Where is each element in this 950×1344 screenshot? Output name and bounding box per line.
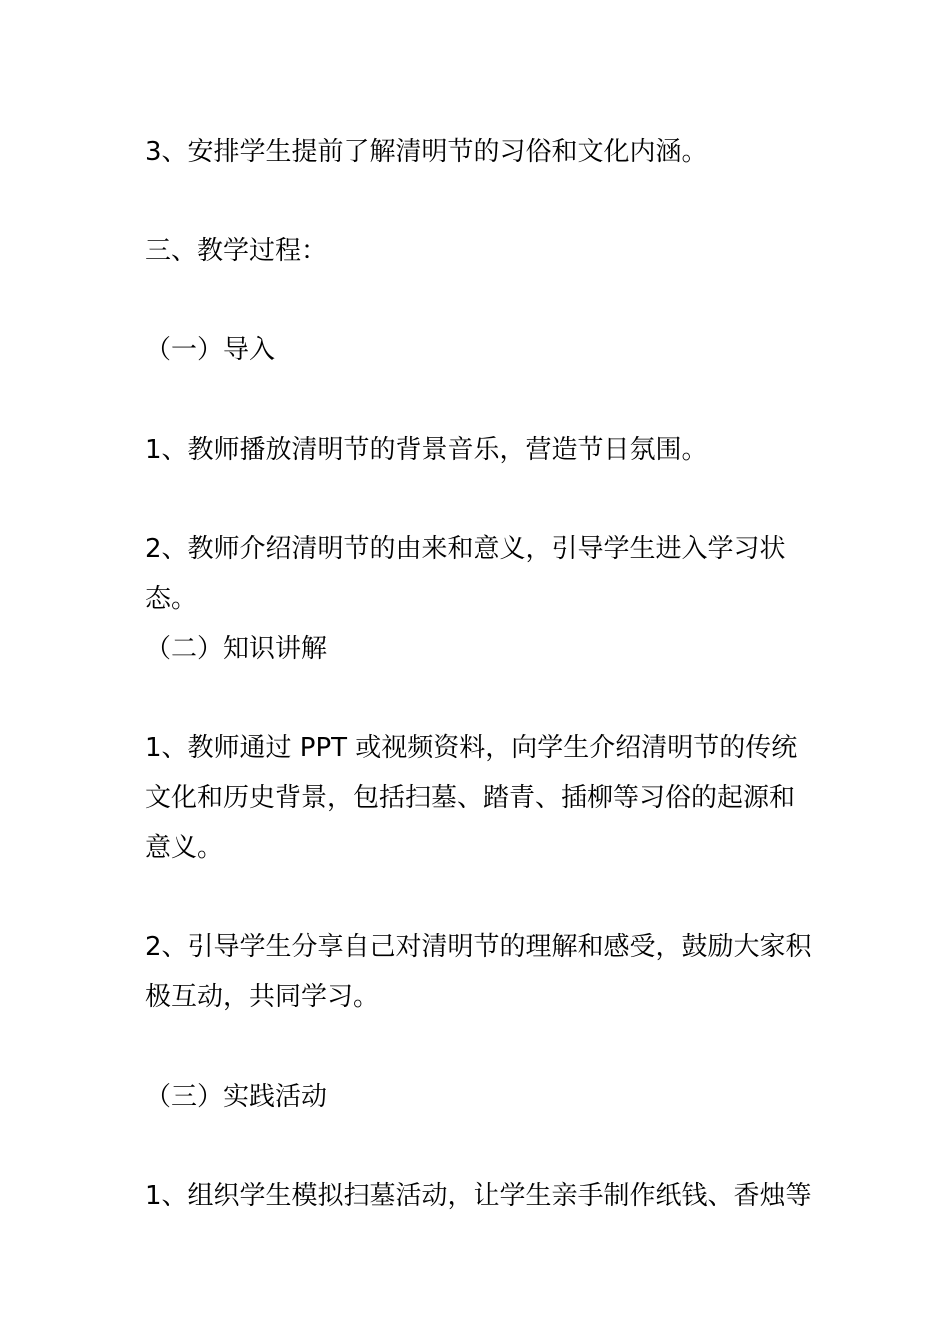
paragraph-practice-item-1: 1、组织学生模拟扫墓活动，让学生亲手制作纸钱、香烛等 (145, 1181, 812, 1211)
paragraph-knowledge-item-2: 2、引导学生分享自己对清明节的理解和感受，鼓励大家积极互动，共同学习。 (145, 932, 812, 1012)
paragraph-introduction-item-1: 1、教师播放清明节的背景音乐，营造节日氛围。 (145, 435, 708, 465)
paragraph-preparation-item-3: 3、安排学生提前了解清明节的习俗和文化内涵。 (145, 137, 708, 167)
subsection-heading-knowledge: （二）知识讲解 (145, 634, 328, 664)
subsection-heading-introduction: （一）导入 (145, 335, 276, 365)
paragraph-introduction-item-2: 2、教师介绍清明节的由来和意义，引导学生进入学习状态。 (145, 534, 786, 614)
subsection-heading-practice: （三）实践活动 (145, 1082, 328, 1112)
section-heading-teaching-process: 三、教学过程： (145, 236, 328, 266)
paragraph-knowledge-item-1: 1、教师通过 PPT 或视频资料，向学生介绍清明节的传统文化和历史背景，包括扫墓、踏青、插柳等习俗的起源和意义。 (145, 733, 798, 863)
